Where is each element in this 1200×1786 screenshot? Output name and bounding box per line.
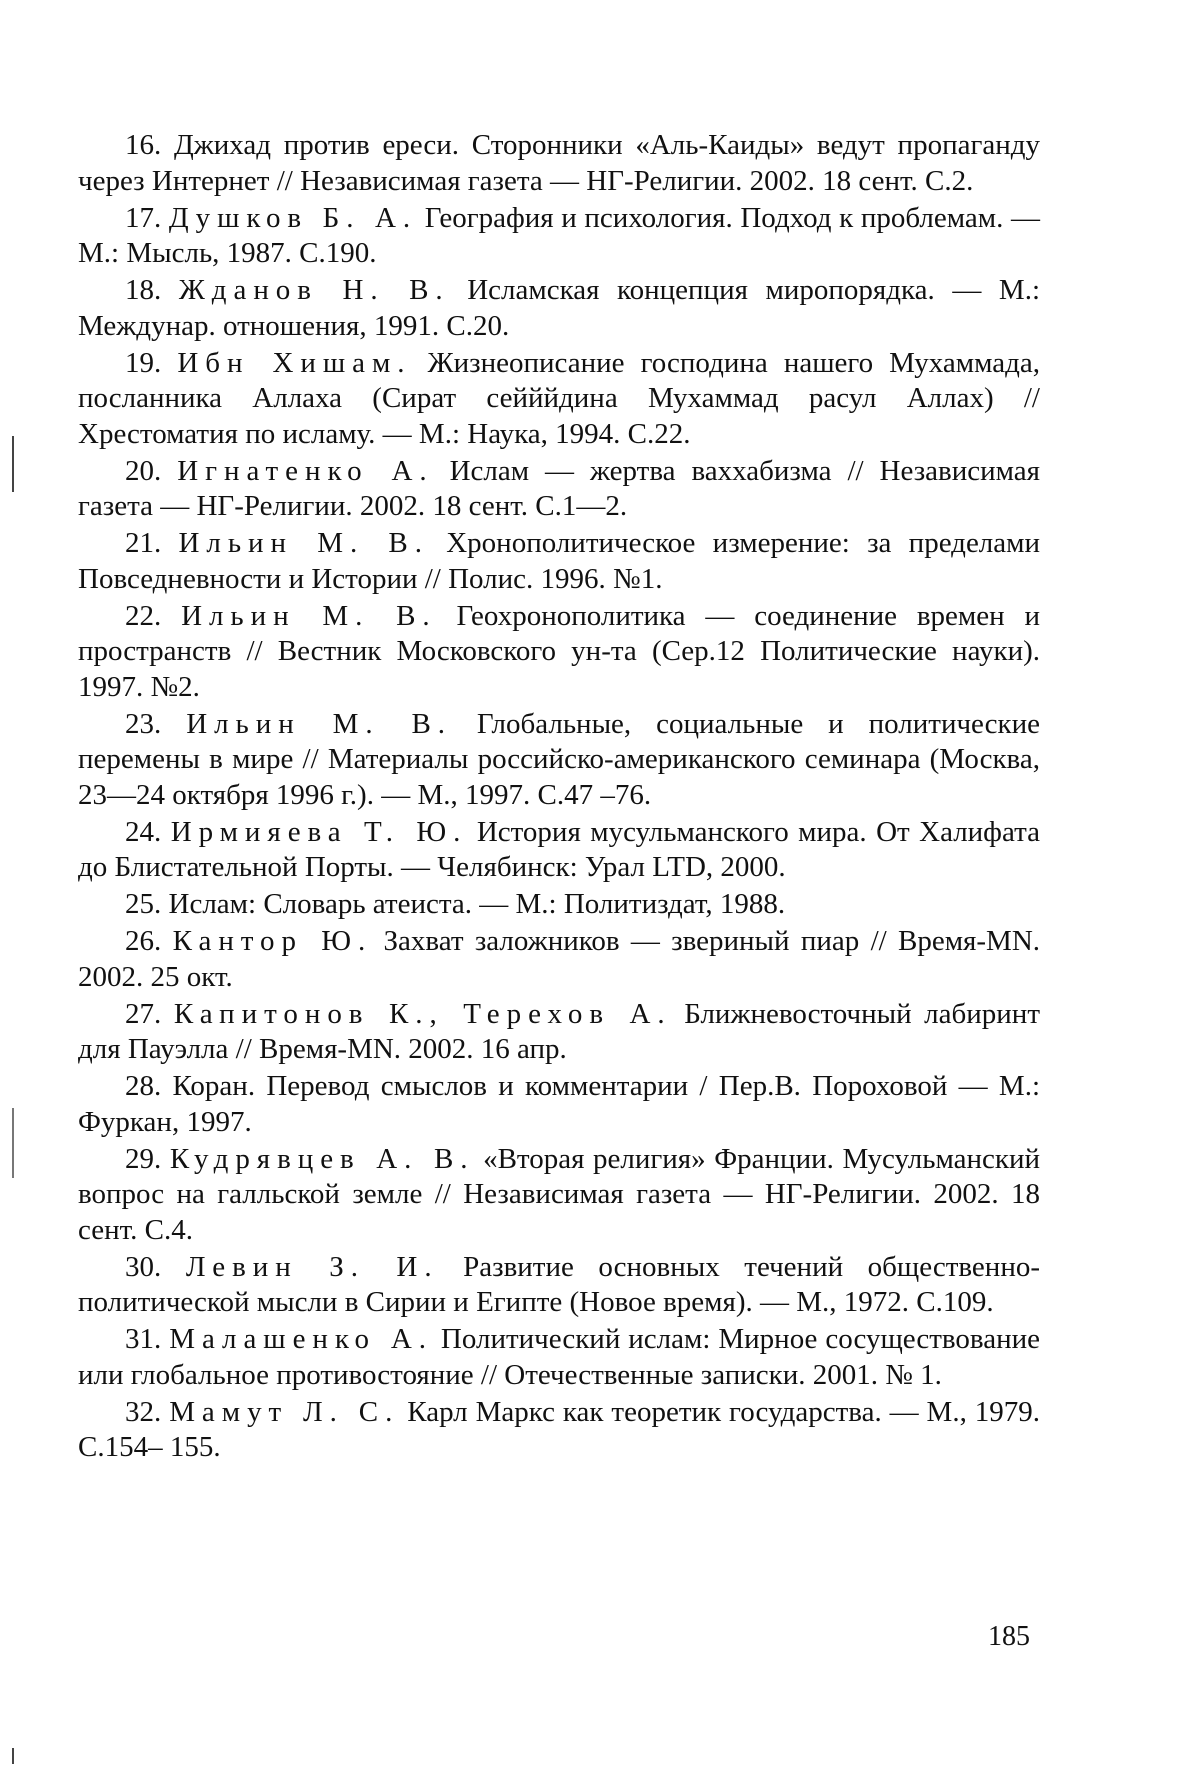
entry-number: 24. — [125, 815, 162, 848]
bibliography-entry — [78, 707, 1040, 814]
entry-author: Мамут Л. С. — [169, 1395, 400, 1428]
entry-number: 30. — [125, 1250, 162, 1283]
entry-number: 29. — [125, 1142, 162, 1175]
entry-text: География и психология. Подход к проблемам. — М.: Мысль, 1987. С.190. — [78, 201, 1040, 269]
entry-number: 32. — [125, 1395, 162, 1428]
bibliography-entry — [78, 599, 1040, 706]
entry-number: 21. — [125, 527, 162, 559]
page-number: 185 — [988, 1621, 1030, 1652]
entry-text: Ислам — жертва ваххабизма // Независимая газета — НГ-Религии. 2002. 18 сент. С.1—2. — [78, 454, 1041, 522]
scan-edge-mark — [12, 1108, 14, 1178]
entry-text: Глобальные, социальные и политические перемены в мире // Материалы российско-американского семинара (Москва, 23—24 октября 1996 г.). — М., 1997. С.47 –76. — [78, 707, 1041, 811]
entry-author: Ибн Хишам. — [177, 346, 412, 379]
entry-number: 26. — [125, 925, 162, 957]
entry-author: Кудрявцев А. В. — [169, 1142, 475, 1175]
entry-author: Левин З. И. — [185, 1250, 439, 1283]
entry-number: 16. — [125, 129, 162, 161]
entry-text: «Вторая религия» Франции. Мусульманский вопрос на галльской земле // Независимая газета — НГ-Религии. 2002. 18 сент. С.4. — [78, 1142, 1040, 1246]
entry-number: 25. — [125, 888, 162, 920]
entry-author: Ильин М. В. — [178, 527, 429, 559]
entry-text: Развитие основных течений общественно-политической мысли в Сирии и Египте (Новое время). — М., 1972. С.109. — [78, 1250, 1040, 1318]
entry-author: Жданов Н. В. — [178, 274, 450, 306]
entry-number: 27. — [125, 997, 162, 1030]
bibliography-entry — [78, 128, 1040, 199]
entry-author: Игнатенко А. — [177, 454, 434, 487]
entry-text: Карл Маркс как теоретик государства. — М., 1979. С.154– 155. — [78, 1395, 1041, 1463]
entry-author: Кантор Ю. — [172, 925, 373, 957]
entry-text: Хронополитическое измерение: за пределами Повседневности и Истории // Полис. 1996. №1. — [78, 527, 1041, 595]
entry-number: 22. — [125, 599, 162, 632]
entry-text: Геохронополитика — соединение времен и пространств // Вестник Московского ун-та (Сер.12 Политические науки). 1997. №2. — [78, 599, 1041, 703]
bibliography-entry — [78, 924, 1040, 995]
entry-author: Ирмияева Т. Ю. — [170, 815, 468, 848]
entry-author: Душков Б. А. — [168, 201, 418, 234]
bibliography-list — [78, 128, 1040, 1467]
entry-number: 20. — [125, 454, 162, 487]
entry-author: Ильин М. В. — [181, 599, 437, 632]
entry-author: Ильин М. В. — [186, 707, 452, 740]
entry-text: Ближневосточный лабиринт для Пауэлла // Время-MN. 2002. 16 апр. — [78, 997, 1041, 1065]
entry-text: Джихад против ереси. Сторонники «Аль-Каиды» ведут пропаганду через Интернет // Независимая газета — НГ-Религии. 2002. 18 сент. С.2. — [78, 129, 1041, 197]
entry-text: Исламская концепция миропорядка. — М.: Междунар. отношения, 1991. С.20. — [78, 274, 1040, 342]
bibliography-entry — [78, 1142, 1040, 1249]
bibliography-entry — [78, 201, 1040, 272]
scan-edge-mark — [12, 436, 14, 492]
scan-edge-mark — [12, 1748, 14, 1764]
entry-text: Жизнеописание господина нашего Мухаммада, посланника Аллаха (Сират сейййдина Мухаммад расул Аллах) // Хрестоматия по исламу. — М.: Наука, 1994. С.22. — [78, 346, 1040, 450]
bibliography-entry — [78, 815, 1040, 886]
bibliography-entry — [78, 454, 1040, 525]
entry-number: 28. — [125, 1070, 162, 1102]
entry-author: Капитонов К., Терехов А. — [173, 997, 672, 1030]
entry-text: Коран. Перевод смыслов и комментарии / Пер.В. Пороховой — М.: Фуркан, 1997. — [78, 1070, 1040, 1138]
entry-number: 19. — [125, 346, 162, 379]
entry-text: История мусульманского мира. От Халифата до Блистательной Порты. — Челябинск: Урал LTD, 2000. — [78, 815, 1040, 883]
entry-text: Ислам: Словарь атеиста. — М.: Политиздат, 1988. — [168, 888, 786, 920]
entry-text: Политический ислам: Мирное сосуществование или глобальное противостояние // Отечественные записки. 2001. № 1. — [78, 1323, 1041, 1391]
bibliography-entry — [78, 273, 1040, 344]
entry-author: Малашенко А. — [169, 1323, 433, 1355]
bibliography-entry — [78, 1250, 1040, 1321]
entry-number: 17. — [125, 201, 162, 234]
bibliography-entry — [78, 1069, 1040, 1140]
entry-number: 23. — [125, 707, 162, 740]
bibliography-entry — [78, 887, 1040, 923]
entry-number: 18. — [125, 274, 162, 306]
bibliography-entry — [78, 346, 1040, 453]
entry-text: Захват заложников — звериный пиар // Время-MN. 2002. 25 окт. — [78, 925, 1041, 993]
bibliography-entry — [78, 1395, 1040, 1466]
bibliography-entry — [78, 997, 1040, 1068]
entry-number: 31. — [125, 1323, 162, 1355]
bibliography-entry — [78, 526, 1040, 597]
bibliography-entry — [78, 1322, 1040, 1393]
